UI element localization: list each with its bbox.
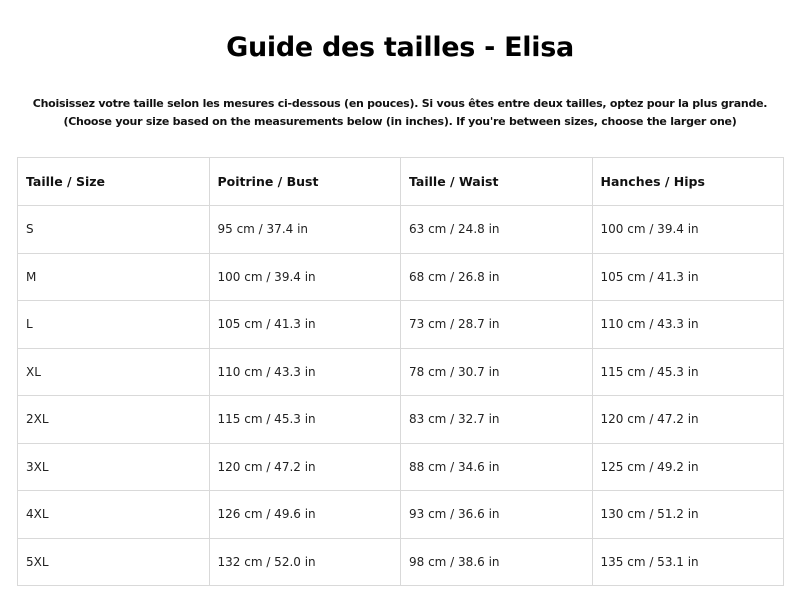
cell-size: 2XL: [18, 396, 210, 444]
cell-hips: 115 cm / 45.3 in: [592, 348, 784, 396]
cell-bust: 115 cm / 45.3 in: [209, 396, 401, 444]
table-row: [18, 253, 784, 301]
table-row: [18, 443, 784, 491]
table-row: [18, 396, 784, 444]
cell-bust: 132 cm / 52.0 in: [209, 538, 401, 586]
cell-size: XL: [18, 348, 210, 396]
cell-bust: 100 cm / 39.4 in: [209, 253, 401, 301]
cell-waist: 83 cm / 32.7 in: [401, 396, 593, 444]
cell-hips: 105 cm / 41.3 in: [592, 253, 784, 301]
cell-bust: 120 cm / 47.2 in: [209, 443, 401, 491]
header-bust: Poitrine / Bust: [209, 158, 401, 206]
table-row: [18, 206, 784, 254]
size-chart-table: [17, 157, 784, 586]
cell-waist: 98 cm / 38.6 in: [401, 538, 593, 586]
cell-hips: 120 cm / 47.2 in: [592, 396, 784, 444]
table-row: [18, 491, 784, 539]
cell-bust: 126 cm / 49.6 in: [209, 491, 401, 539]
table-header-row: [18, 158, 784, 206]
cell-bust: 95 cm / 37.4 in: [209, 206, 401, 254]
cell-waist: 93 cm / 36.6 in: [401, 491, 593, 539]
table-row: [18, 301, 784, 349]
cell-waist: 78 cm / 30.7 in: [401, 348, 593, 396]
cell-size: S: [18, 206, 210, 254]
cell-bust: 110 cm / 43.3 in: [209, 348, 401, 396]
cell-waist: 73 cm / 28.7 in: [401, 301, 593, 349]
cell-size: M: [18, 253, 210, 301]
cell-size: 3XL: [18, 443, 210, 491]
cell-size: 4XL: [18, 491, 210, 539]
cell-bust: 105 cm / 41.3 in: [209, 301, 401, 349]
cell-hips: 100 cm / 39.4 in: [592, 206, 784, 254]
cell-hips: 125 cm / 49.2 in: [592, 443, 784, 491]
cell-hips: 110 cm / 43.3 in: [592, 301, 784, 349]
cell-hips: 135 cm / 53.1 in: [592, 538, 784, 586]
cell-hips: 130 cm / 51.2 in: [592, 491, 784, 539]
cell-size: 5XL: [18, 538, 210, 586]
page-title: Guide des tailles - Elisa: [226, 32, 574, 63]
table-row: [18, 538, 784, 586]
cell-size: L: [18, 301, 210, 349]
table-row: [18, 348, 784, 396]
subtitle-french: Choisissez votre taille selon les mesures ci-dessous (en pouces). Si vous êtes entre deux tailles, optez pour la plus grande.: [32, 97, 768, 110]
subtitle-english: (Choose your size based on the measurements below (in inches). If you're between sizes, choose the larger one): [63, 115, 737, 128]
cell-waist: 68 cm / 26.8 in: [401, 253, 593, 301]
cell-waist: 88 cm / 34.6 in: [401, 443, 593, 491]
cell-waist: 63 cm / 24.8 in: [401, 206, 593, 254]
header-hips: Hanches / Hips: [592, 158, 784, 206]
header-waist: Taille / Waist: [401, 158, 593, 206]
header-size: Taille / Size: [18, 158, 210, 206]
